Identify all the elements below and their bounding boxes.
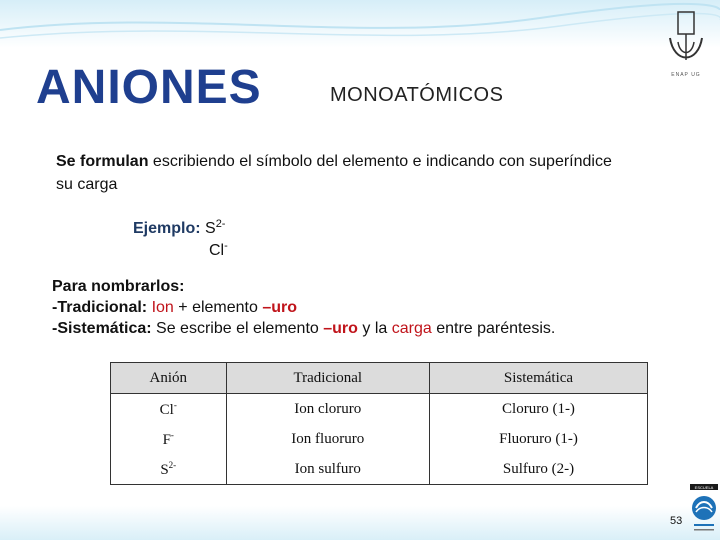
naming-heading: Para nombrarlos: bbox=[52, 278, 185, 295]
systematic-suffix: –uro bbox=[323, 320, 358, 337]
example-ion1-charge: 2- bbox=[215, 218, 226, 230]
university-logo-label: ENAP UG bbox=[671, 72, 701, 78]
intro-text bbox=[56, 150, 616, 196]
top-wave-decoration bbox=[0, 0, 720, 48]
example-block bbox=[133, 212, 228, 259]
example-ion2 bbox=[209, 234, 228, 263]
example-ion2-symbol: Cl bbox=[209, 242, 225, 259]
slide-subtitle: MONOATÓMICOS bbox=[330, 84, 504, 106]
traditional-suffix: –uro bbox=[262, 299, 297, 316]
university-logo bbox=[664, 8, 708, 78]
table-row bbox=[111, 424, 648, 454]
anion-cell: F- bbox=[111, 424, 227, 454]
anion-cell: Cl- bbox=[111, 394, 227, 425]
example-ion2-charge: - bbox=[224, 240, 228, 252]
table-header-row bbox=[111, 363, 648, 394]
page-number: 53 bbox=[670, 515, 683, 527]
naming-rules bbox=[52, 276, 672, 339]
header-traditional: Tradicional bbox=[226, 363, 429, 394]
anion-table bbox=[110, 362, 648, 485]
systematic-charge-word: carga bbox=[391, 320, 432, 337]
header-systematic: Sistemática bbox=[429, 363, 647, 394]
school-logo bbox=[688, 482, 720, 538]
intro-rest: escribiendo el símbolo del elemento e indicando con superíndice su carga bbox=[56, 153, 612, 193]
top-decoration bbox=[0, 0, 720, 48]
traditional-cell: Ion cloruro bbox=[226, 394, 429, 425]
systematic-cell: Fluoruro (1-) bbox=[429, 424, 647, 454]
systematic-cell: Sulfuro (2-) bbox=[429, 454, 647, 485]
traditional-cell: Ion sulfuro bbox=[226, 454, 429, 485]
table-row bbox=[111, 394, 648, 425]
naming-traditional: -Tradicional: Ion + elemento –uro bbox=[52, 299, 297, 316]
anion-cell: $S^{2-}$ bbox=[111, 454, 227, 485]
table-row bbox=[111, 454, 648, 485]
bottom-decoration bbox=[0, 506, 720, 540]
traditional-ion-word: Ion bbox=[151, 299, 174, 316]
traditional-cell: Ion fluoruro bbox=[226, 424, 429, 454]
example-ion1-symbol: S bbox=[205, 220, 216, 237]
header-anion: Anión bbox=[111, 363, 227, 394]
slide-title: ANIONES bbox=[36, 61, 262, 114]
school-logo-label: ESCUELA bbox=[694, 485, 714, 490]
naming-systematic: -Sistemática: Se escribe el elemento –uro y la carga entre paréntesis. bbox=[52, 320, 556, 337]
intro-bold: Se formulan bbox=[56, 153, 149, 170]
systematic-cell: Cloruro (1-) bbox=[429, 394, 647, 425]
example-label: Ejemplo: bbox=[133, 220, 201, 237]
